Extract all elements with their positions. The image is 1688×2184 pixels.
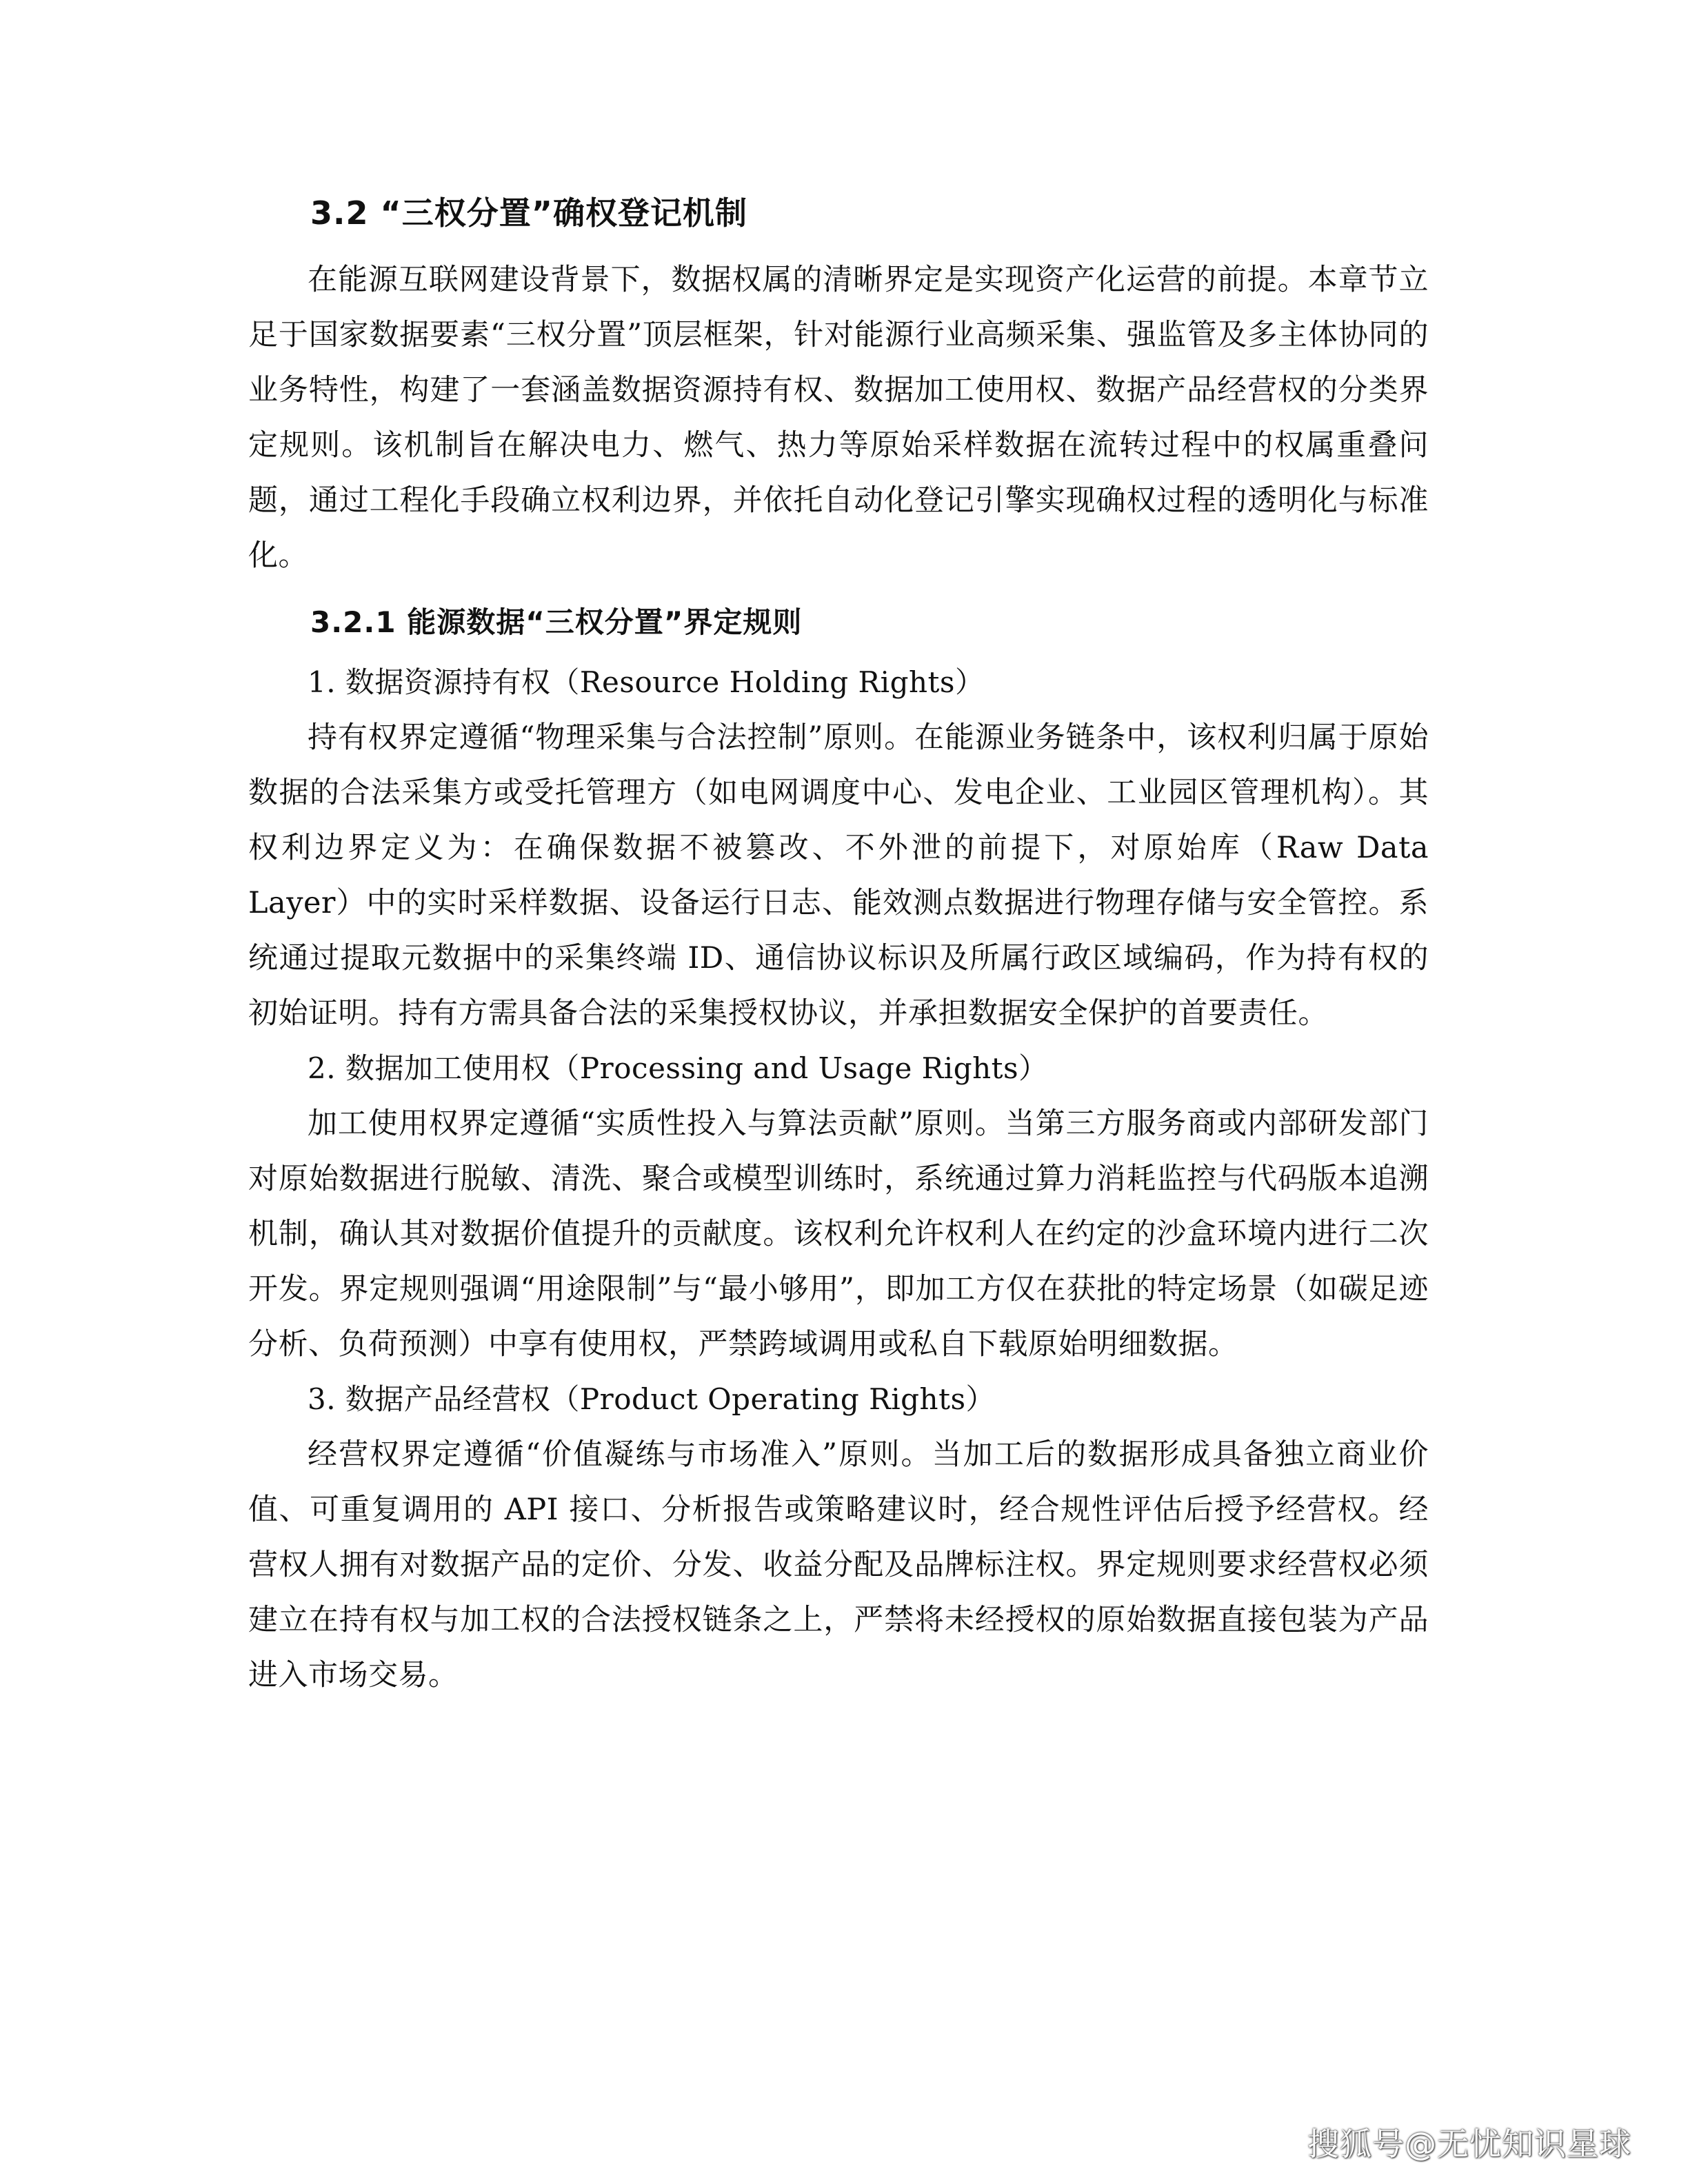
section-title: 3.2 “三权分置”确权登记机制 (310, 194, 747, 232)
document-page (248, 193, 1429, 1703)
item-title-holding-rights: 1. 数据资源持有权（Resource Holding Rights） (308, 665, 985, 700)
watermark-text: 搜狐号@无忧知识星球 (1307, 2125, 1631, 2163)
section-intro-paragraph: 在能源互联网建设背景下，数据权属的清晰界定是实现资产化运营的前提。本章节立足于国家数据要素“三权分置”顶层框架，针对能源行业高频采集、强监管及多主体协同的业务特性，构建了一套涵盖数据资源持有权、数据加工使用权、数据产品经营权的分类界定规则。该机制旨在解决电力、燃气、热力等原始采样数据在流转过程中的权属重叠问题，通过工程化手段确立权利边界，并依托自动化登记引擎实现确权过程的透明化与标准化。 (248, 262, 1429, 573)
subsection-title: 3.2.1 能源数据“三权分置”界定规则 (310, 605, 803, 639)
item-title-processing-rights: 2. 数据加工使用权（Processing and Usage Rights） (308, 1051, 1048, 1086)
item-body-holding-rights: 持有权界定遵循“物理采集与合法控制”原则。在能源业务链条中，该权利归属于原始数据的合法采集方或受托管理方（如电网调度中心、发电企业、工业园区管理机构）。其权利边界定义为：在确保数据不被篡改、不外泄的前提下，对原始库（Raw Data Layer）中的实时采样数据、设备运行日志、能效测点数据进行物理存储与安全管控。系统通过提取元数据中的采集终端 ID、通信协议标识及所属行政区域编码，作为持有权的初始证明。持有方需具备合法的采集授权协议，并承担数据安全保护的首要责任。 (248, 720, 1429, 1031)
item-body-operating-rights: 经营权界定遵循“价值凝练与市场准入”原则。当加工后的数据形成具备独立商业价值、可重复调用的 API 接口、分析报告或策略建议时，经合规性评估后授予经营权。经营权人拥有对数据产品的定价、分发、收益分配及品牌标注权。界定规则要求经营权必须建立在持有权与加工权的合法授权链条之上，严禁将未经授权的原始数据直接包装为产品进入市场交易。 (248, 1437, 1429, 1693)
item-body-processing-rights: 加工使用权界定遵循“实质性投入与算法贡献”原则。当第三方服务商或内部研发部门对原始数据进行脱敏、清洗、聚合或模型训练时，系统通过算力消耗监控与代码版本追溯机制，确认其对数据价值提升的贡献度。该权利允许权利人在约定的沙盒环境内进行二次开发。界定规则强调“用途限制”与“最小够用”，即加工方仅在获批的特定场景（如碳足迹分析、负荷预测）中享有使用权，严禁跨域调用或私自下载原始明细数据。 (248, 1106, 1429, 1362)
item-title-operating-rights: 3. 数据产品经营权（Product Operating Rights） (308, 1382, 996, 1417)
